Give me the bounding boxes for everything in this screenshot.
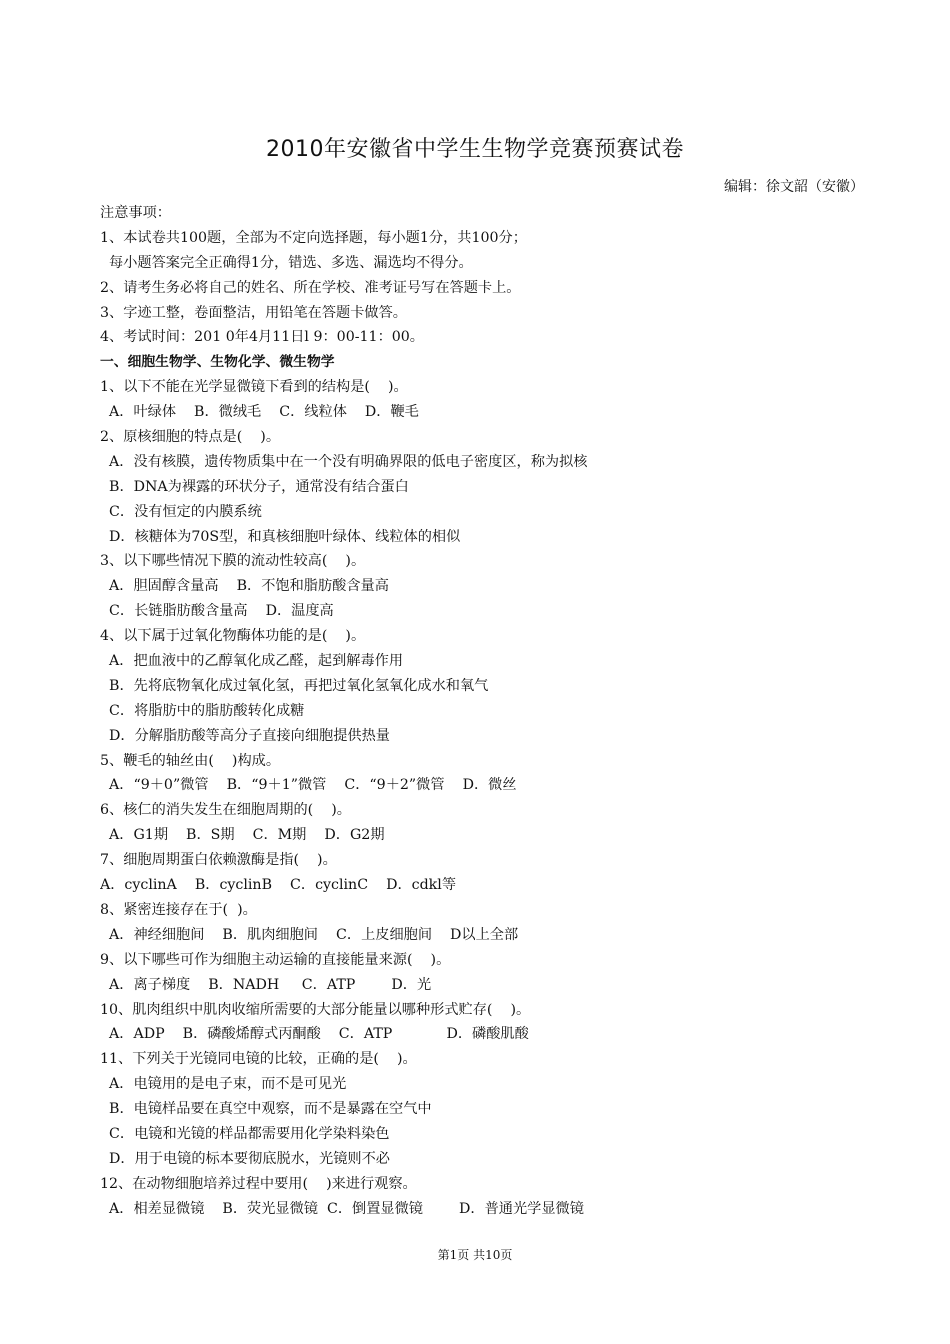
answer-options: A．cyclinA B．cyclinB C．cyclinC D．cdkl等 [100,877,457,894]
answer-options: B．先将底物氧化成过氧化氢，再把过氧化氢氧化成水和氧气 [100,677,489,694]
answer-options: A．离子梯度 B．NADH C．ATP D．光 [100,976,432,993]
notice-item: 3、字迹工整，卷面整洁，用铅笔在答题卡做答。 [100,304,407,321]
question-stem: 11、下列关于光镜同电镜的比较，正确的是( )。 [100,1051,417,1068]
editor-credit: 编辑：徐文韶（安徽） [724,179,864,195]
answer-options: A．G1期 B．S期 C．M期 D．G2期 [100,827,385,844]
answer-options: A．没有核膜，遗传物质集中在一个没有明确界限的低电子密度区，称为拟核 [100,453,588,470]
page-title: 2010年安徽省中学生生物学竞赛预赛试卷 [266,137,684,162]
answer-options: D．用于电镜的标本要彻底脱水，光镜则不必 [100,1150,390,1167]
answer-options: B．DNA为裸露的环状分子，通常没有结合蛋白 [100,478,409,495]
notice-item: 2、请考生务必将自己的姓名、所在学校、准考证号写在答题卡上。 [100,279,521,296]
answer-options: A．神经细胞间 B．肌肉细胞间 C．上皮细胞间 D以上全部 [100,926,519,943]
question-stem: 1、以下不能在光学显微镜下看到的结构是( )。 [100,379,408,396]
question-stem: 9、以下哪些可作为细胞主动运输的直接能量来源( )。 [100,951,451,968]
notice-item: 4、考试时间：201 0年4月11日l 9：00-11：00。 [100,329,424,346]
exam-body [100,201,860,1222]
question-stem: 8、紧密连接存在于( )。 [100,901,257,918]
question-stem: 4、以下属于过氧化物酶体功能的是( )。 [100,628,366,645]
answer-options: B．电镜样品要在真空中观察，而不是暴露在空气中 [100,1101,432,1118]
question-stem: 5、鞭毛的轴丝由( )构成。 [100,752,281,769]
answer-options: C．长链脂肪酸含量高 D．温度高 [100,603,334,620]
notice-item: 每小题答案完全正确得1分，错选、多选、漏选均不得分。 [100,254,473,271]
question-stem: 7、细胞周期蛋白依赖激酶是指( )。 [100,852,337,869]
answer-options: C．没有恒定的内膜系统 [100,503,262,520]
question-stem: 6、核仁的消失发生在细胞周期的( )。 [100,802,351,819]
answer-options: A．相差显微镜 B．荧光显微镜 C．倒置显微镜 D．普通光学显微镜 [100,1200,584,1217]
section-heading: 一、细胞生物学、生物化学、微生物学 [100,354,335,371]
answer-options: A．把血液中的乙醇氧化成乙醛，起到解毒作用 [100,653,404,670]
answer-options: A．胆固醇含量高 B．不饱和脂肪酸含量高 [100,578,389,595]
answer-options: C．将脂肪中的脂肪酸转化成糖 [100,702,305,719]
question-stem: 3、以下哪些情况下膜的流动性较高( )。 [100,553,366,570]
answer-options: C．电镜和光镜的样品都需要用化学染料染色 [100,1125,390,1142]
answer-options: A．电镜用的是电子束，而不是可见光 [100,1076,347,1093]
question-stem: 2、原核细胞的特点是( )。 [100,429,281,446]
answer-options: A．叶绿体 B．微绒毛 C．线粒体 D．鞭毛 [100,404,419,421]
answer-options: D．分解脂肪酸等高分子直接向细胞提供热量 [100,727,390,744]
answer-options: D．核糖体为70S型，和真核细胞叶绿体、线粒体的相似 [100,528,461,545]
question-stem: 10、肌肉组织中肌肉收缩所需要的大部分能量以哪种形式贮存( )。 [100,1001,531,1018]
notice-heading: 注意事项： [100,205,171,221]
answer-options: A．“9＋0”微管 B．“9＋1”微管 C．“9＋2”微管 D．微丝 [100,777,517,794]
page-footer: 第1页 共10页 [437,1248,513,1262]
notice-item: 1、本试卷共100题，全部为不定向选择题，每小题1分，共100分； [100,229,527,246]
answer-options: A．ADP B．磷酸烯醇式丙酮酸 C．ATP D．磷酸肌酸 [100,1026,529,1043]
question-stem: 12、在动物细胞培养过程中要用( )来进行观察。 [100,1175,417,1192]
